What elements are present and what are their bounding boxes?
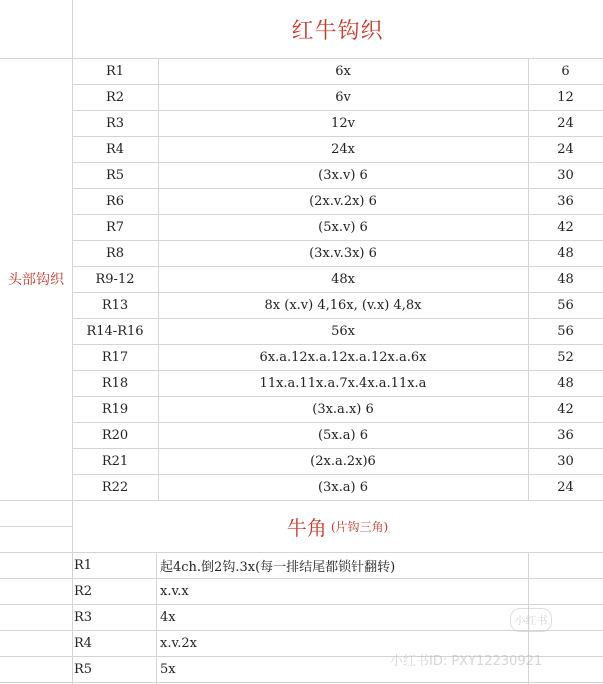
stitch-instruction: 6x — [335, 63, 351, 79]
round-label: R2 — [105, 89, 125, 105]
round-label: R7 — [105, 219, 125, 235]
stitch-count: 48 — [557, 245, 574, 261]
page-title: 红牛钩织 — [291, 18, 384, 44]
stitch-count: 56 — [557, 323, 574, 339]
horn-stitch-instruction: x.v.x — [160, 583, 189, 599]
stitch-instruction: (3x.a) 6 — [317, 479, 369, 495]
stitch-instruction: (5x.v) 6 — [318, 219, 368, 235]
stitch-instruction: (2x.a.2x)6 — [310, 453, 376, 469]
stitch-instruction: 6x.a.12x.a.12x.a.12x.a.6x — [259, 349, 427, 365]
stitch-instruction: 56x — [331, 323, 355, 339]
watermark-badge: 小红书 — [510, 608, 552, 632]
horn-round-label: R1 — [74, 557, 93, 573]
horn-title-text: 牛角 — [286, 515, 327, 540]
stitch-instruction: 12v — [331, 115, 355, 131]
round-label: R13 — [101, 297, 129, 313]
stitch-instruction: 8x (x.v) 4,16x, (v.x) 4,8x — [264, 297, 422, 313]
stitch-count: 52 — [557, 349, 574, 365]
round-label: R17 — [101, 349, 129, 365]
horn-round-label: R4 — [74, 635, 93, 651]
stitch-instruction: (3x.a.x) 6 — [312, 401, 374, 417]
round-label: R21 — [101, 453, 129, 469]
horn-stitch-instruction: x.v.2x — [160, 635, 198, 651]
horn-stitch-instruction: 4x — [160, 609, 176, 625]
round-label: R4 — [105, 141, 125, 157]
stitch-count: 42 — [557, 401, 574, 417]
horn-stitch-instruction: 起4ch.倒2钩.3x(每一排结尾都锁针翻转) — [160, 559, 396, 575]
stitch-instruction: 6v — [335, 89, 351, 105]
stitch-instruction: 48x — [331, 271, 355, 287]
round-label: R14-R16 — [86, 323, 144, 339]
round-label: R3 — [105, 115, 125, 131]
horn-round-label: R3 — [74, 609, 93, 625]
horn-subtitle: (片钩三角) — [330, 519, 389, 534]
stitch-instruction: (3x.v) 6 — [318, 167, 368, 183]
stitch-count: 30 — [557, 453, 574, 469]
stitch-instruction: (3x.v.3x) 6 — [309, 245, 377, 261]
round-label: R18 — [101, 375, 129, 391]
stitch-count: 24 — [557, 141, 574, 157]
stitch-count: 24 — [557, 115, 574, 131]
round-label: R5 — [105, 167, 125, 183]
stitch-count: 42 — [557, 219, 574, 235]
stitch-count: 36 — [557, 193, 574, 209]
horn-round-label: R5 — [74, 661, 93, 677]
stitch-count: 36 — [557, 427, 574, 443]
stitch-count: 12 — [557, 89, 574, 105]
horn-title — [72, 500, 603, 552]
round-label: R8 — [105, 245, 125, 261]
stitch-count: 24 — [557, 479, 574, 495]
stitch-instruction: 24x — [331, 141, 355, 157]
watermark-id: 小红书ID: PXY12230921 — [390, 654, 543, 669]
round-label: R20 — [101, 427, 129, 443]
stitch-instruction: (2x.v.2x) 6 — [309, 193, 377, 209]
round-label: R19 — [101, 401, 129, 417]
stitch-count: 30 — [557, 167, 574, 183]
round-label: R6 — [105, 193, 125, 209]
horn-round-label: R2 — [74, 583, 93, 599]
round-label: R1 — [105, 63, 125, 79]
section-label-head: 头部钩织 — [8, 272, 64, 288]
stitch-count: 48 — [557, 375, 574, 391]
round-label: R22 — [101, 479, 129, 495]
stitch-instruction: (5x.a) 6 — [317, 427, 369, 443]
stitch-count: 56 — [557, 297, 574, 313]
round-label: R9-12 — [95, 271, 135, 287]
stitch-count: 48 — [557, 271, 574, 287]
horn-stitch-instruction: 5x — [160, 661, 176, 677]
stitch-instruction: 11x.a.11x.a.7x.4x.a.11x.a — [259, 375, 427, 391]
stitch-count: 6 — [561, 63, 570, 79]
